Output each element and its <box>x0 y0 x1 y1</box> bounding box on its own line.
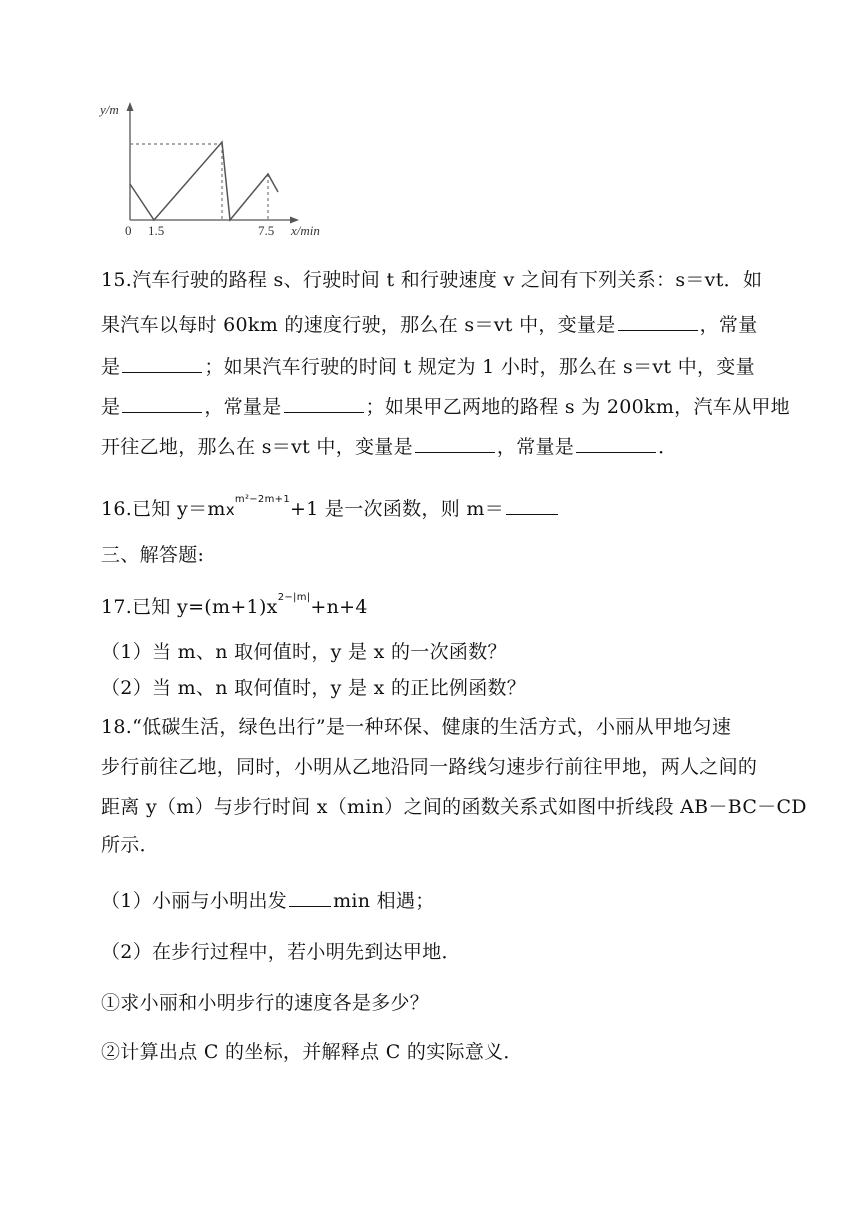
q15-line4-text-a: 是 <box>101 396 121 418</box>
q18-sub1: ①求小丽和小明步行的速度各是多少？ <box>101 992 430 1014</box>
q16-base: x <box>225 501 235 519</box>
q16-exponent: m²−2m+1 <box>234 494 290 505</box>
graph-polyline <box>130 142 278 220</box>
q17-part1: （1）当 m、n 取何值时，y 是 x 的一次函数？ <box>101 641 507 663</box>
x-axis-label: x/min <box>291 223 320 238</box>
q16-line <box>101 494 560 521</box>
q17-stem-exponent: 2−|m| <box>277 592 311 603</box>
q15-blank-1[interactable] <box>618 312 698 331</box>
q17-stem-suffix: +n+4 <box>310 596 368 618</box>
tick-0: 0 <box>125 223 132 238</box>
q15-line3-text-b: ；如果汽车行驶的时间 t 规定为 1 小时，那么在 s＝vt 中，变量 <box>204 356 755 378</box>
q18-line2: 步行前往乙地，同时，小明从乙地沿同一路线匀速步行前往甲地，两人之间的 <box>101 756 758 778</box>
tick-1-5: 1.5 <box>148 223 165 238</box>
y-axis-arrow <box>127 102 134 111</box>
q15-line2 <box>101 310 758 337</box>
q15-line2-text-b: ，常量 <box>699 314 758 336</box>
q16-prefix: 16.已知 y＝m <box>101 498 226 520</box>
q15-line5 <box>101 432 677 459</box>
q18-line3: 距离 y（m）与步行时间 x（min）之间的函数关系式如图中折线段 AB－BC－CD <box>101 796 807 818</box>
section-heading: 三、解答题: <box>101 544 205 566</box>
q18-part1 <box>101 886 435 913</box>
q17-stem <box>101 592 368 619</box>
q16-suffix: +1 是一次函数，则 m＝ <box>289 498 504 520</box>
tick-7-5: 7.5 <box>258 223 275 238</box>
q15-line5-text-a: 开往乙地，那么在 s＝vt 中，变量是 <box>101 436 413 458</box>
q17-stem-prefix: 17.已知 y=(m+1)x <box>101 596 278 618</box>
q15-line3-text-a: 是 <box>101 356 121 378</box>
q15-line2-text-a: 果汽车以每时 60km 的速度行驶，那么在 s＝vt 中，变量是 <box>101 314 616 336</box>
q15-line4 <box>101 392 790 419</box>
q15-blank-3[interactable] <box>122 394 202 413</box>
q18-line1: 18.“低碳生活，绿色出行”是一种环保、健康的生活方式，小丽从甲地匀速 <box>101 716 732 738</box>
q18-line4: 所示． <box>101 834 159 856</box>
q18-part1-text-b: min 相遇； <box>333 890 435 912</box>
q15-line4-text-b: ，常量是 <box>204 396 282 418</box>
q15-line1: 15.汽车行驶的路程 s、行驶时间 t 和行驶速度 v 之间有下列关系：s＝vt．如 <box>101 269 763 291</box>
q15-blank-5[interactable] <box>415 434 495 453</box>
q15-line5-text-b: ，常量是 <box>496 436 575 458</box>
q15-line5-text-c: ． <box>658 436 678 458</box>
q16-blank[interactable] <box>506 496 558 515</box>
y-axis-label: y/m <box>100 102 119 117</box>
q15-blank-2[interactable] <box>122 354 202 373</box>
q15-blank-4[interactable] <box>284 394 364 413</box>
q18-blank[interactable] <box>289 888 331 907</box>
q15-line4-text-c: ；如果甲乙两地的路程 s 为 200km，汽车从甲地 <box>365 396 790 418</box>
q18-part2: （2）在步行过程中，若小明先到达甲地． <box>101 941 461 963</box>
q15-line3 <box>101 352 755 379</box>
q18-part1-text-a: （1）小丽与小明出发 <box>101 890 288 912</box>
q18-sub2: ②计算出点 C 的坐标，并解释点 C 的实际意义． <box>101 1041 523 1063</box>
distance-time-graph <box>92 92 342 242</box>
q17-part2: （2）当 m、n 取何值时，y 是 x 的正比例函数？ <box>101 677 527 699</box>
q15-blank-6[interactable] <box>576 434 656 453</box>
